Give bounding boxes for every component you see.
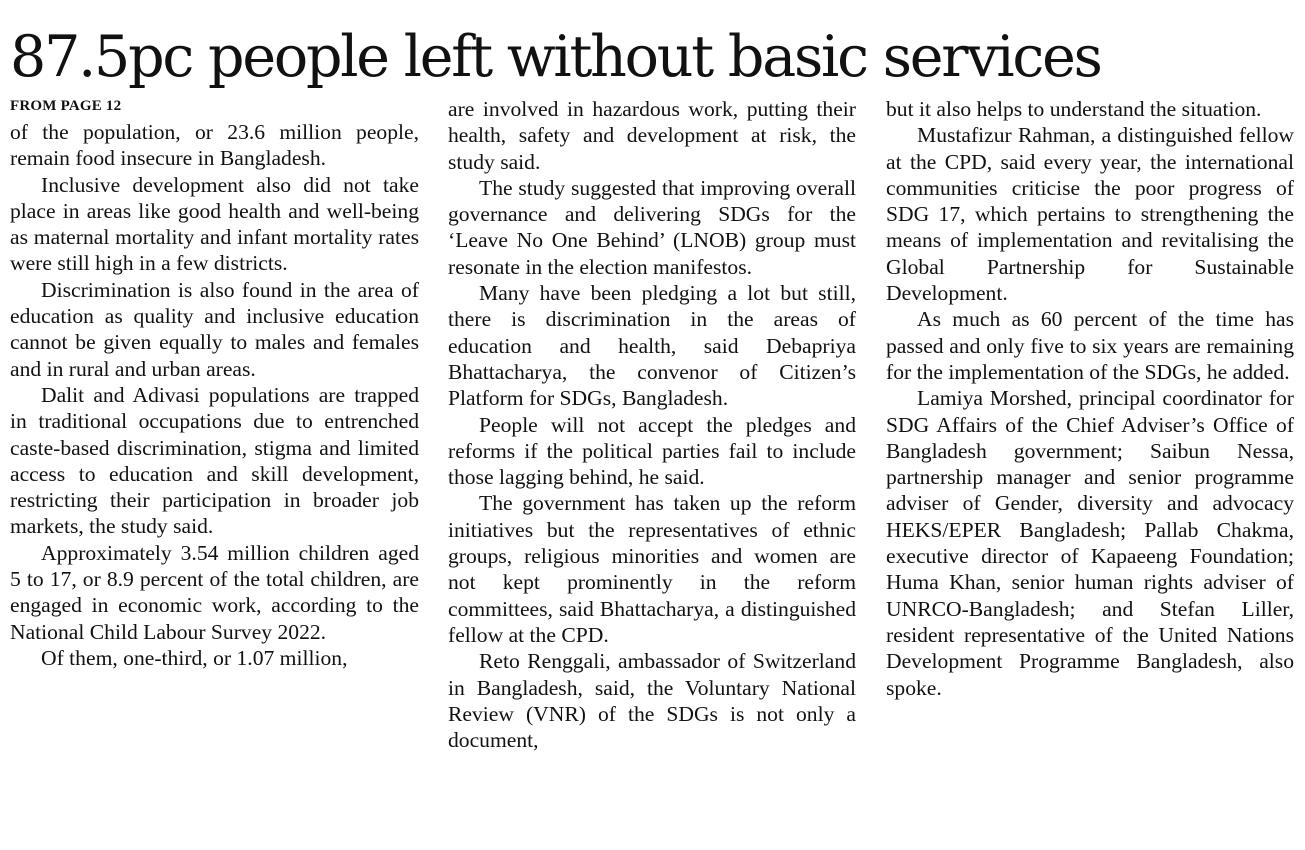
article-column-1 xyxy=(10,96,419,671)
paragraph: Dalit and Adivasi populations are trapped in traditional occupations due to entrenched caste-based discrimination, stigma and limited access to education and skill development, restricting their participation in broader job markets, the study said. xyxy=(10,382,419,539)
article-column-2 xyxy=(448,96,856,753)
paragraph: The study suggested that improving overall governance and delivering SDGs for the ‘Leave No One Behind’ (LNOB) group must resonate in the election manifestos. xyxy=(448,175,856,279)
paragraph: People will not accept the pledges and reforms if the political parties fail to include those lagging behind, he said. xyxy=(448,412,856,490)
continuation-kicker: FROM PAGE 12 xyxy=(10,98,122,114)
paragraph: Reto Renggali, ambassador of Switzerland in Bangladesh, said, the Voluntary National Review (VNR) of the SDGs is not only a document, xyxy=(448,649,856,753)
paragraph: Approximately 3.54 million children aged 5 to 17, or 8.9 percent of the total children, are engaged in economic work, according to the National Child Labour Survey 2022. xyxy=(10,540,419,644)
article-column-3 xyxy=(886,96,1294,701)
paragraph: Inclusive development also did not take place in areas like good health and well-being as maternal mortality and infant mortality rates were still high in a few districts. xyxy=(10,172,419,276)
paragraph: As much as 60 percent of the time has passed and only five to six years are remaining for the implementation of the SDGs, he added. xyxy=(886,307,1294,384)
paragraph: Mustafizur Rahman, a distinguished fellow at the CPD, said every year, the international communities criticise the poor progress of SDG 17, which pertains to strengthening the means of implementation and revitalising the Global Partnership for Sustainable Development. xyxy=(886,123,1294,306)
paragraph: Lamiya Morshed, principal coordinator for SDG Affairs of the Chief Adviser’s Office of Bangladesh government; Saibun Nessa, partnership manager and senior programme adviser of Gender, diversity and advocacy HEKS/EPER Bangladesh; Pallab Chakma, executive director of Kapaeeng Foundation; Huma Khan, senior human rights adviser of UNRCO-Bangladesh; and Stefan Liller, resident representative of the United Nations Development Programme Bangladesh, also spoke. xyxy=(886,386,1294,700)
paragraph: Discrimination is also found in the area of education as quality and inclusive education cannot be given equally to males and females and in rural and urban areas. xyxy=(10,277,419,381)
paragraph: of the population, or 23.6 million people, remain food insecure in Bangladesh. xyxy=(10,120,419,171)
headline: 87.5pc people left without basic services xyxy=(10,24,1101,90)
paragraph: are involved in hazardous work, putting their health, safety and development at risk, the study said. xyxy=(448,97,856,174)
paragraph: Many have been pledging a lot but still, there is discrimination in the areas of education and health, said Debapriya Bhattacharya, the convenor of Citizen’s Platform for SDGs, Bangladesh. xyxy=(448,281,856,411)
paragraph: The government has taken up the reform initiatives but the representatives of ethnic groups, religious minorities and women are not kept prominently in the reform committees, said Bhattacharya, a distinguished fellow at the CPD. xyxy=(448,491,856,647)
paragraph: Of them, one-third, or 1.07 million, xyxy=(41,645,348,670)
paragraph: but it also helps to understand the situation. xyxy=(886,97,1262,121)
